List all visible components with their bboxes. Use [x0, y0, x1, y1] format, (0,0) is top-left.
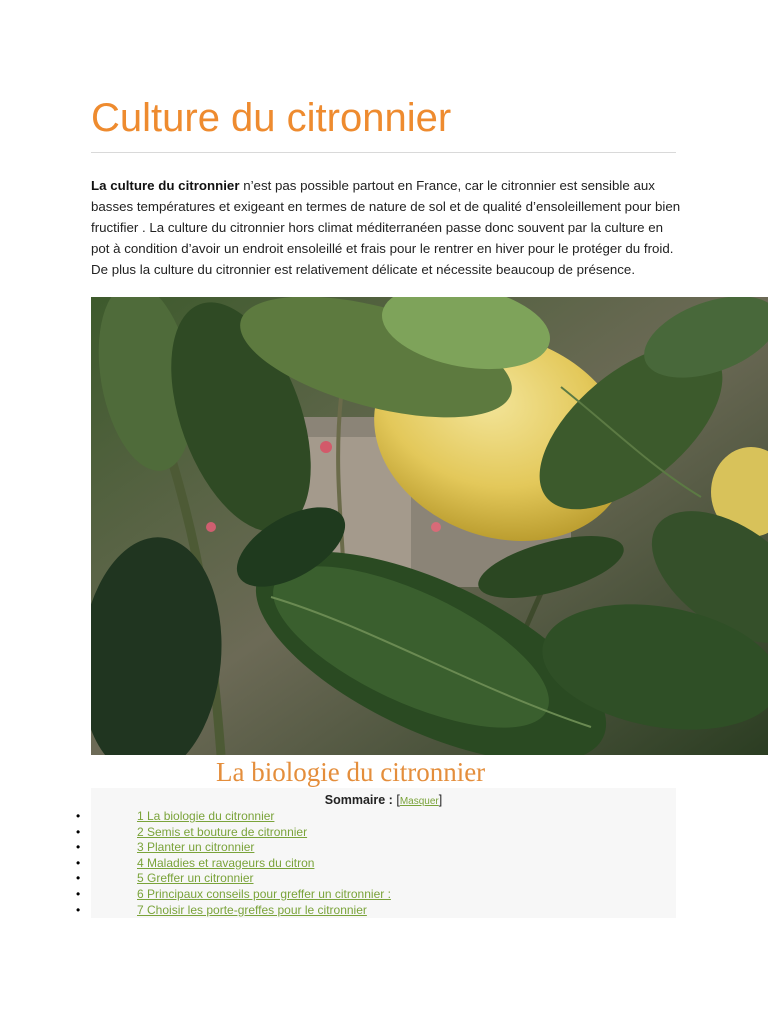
bullet-icon: •: [76, 824, 81, 839]
toc-hide-link[interactable]: Masquer: [399, 796, 439, 807]
intro-body-text: n’est pas possible partout en France, car le citronnier est sensible aux basses températures et exigeant en termes de nature de sol et de qualité d’ensoleillement pour bien fructifier . La culture du citronnier hors climat méditerranéen passe donc souvent par la culture en pot à condition d’avoir un endroit ensoleillé et frais pour le rentrer en hiver pour le protéger du froid. De plus la culture du citronnier est relativement délicate et nécessite beaucoup de présence.: [91, 178, 681, 277]
page-title: Culture du citronnier: [91, 96, 452, 140]
bullet-icon: •: [76, 902, 81, 917]
toc-bracket-close: ]: [438, 793, 443, 807]
intro-paragraph: [91, 175, 681, 280]
toc-label: Sommaire :: [324, 793, 393, 807]
toc-header: [91, 793, 676, 807]
table-of-contents: [76, 788, 676, 918]
section-heading: La biologie du citronnier: [216, 757, 486, 787]
title-divider: [91, 152, 676, 153]
toc-link-semis[interactable]: 2 Semis et bouture de citronnier: [137, 824, 308, 839]
toc-link-porte-greffes[interactable]: 7 Choisir les porte-greffes pour le citronnier: [137, 902, 367, 917]
lemon-tree-photo: [91, 297, 768, 755]
toc-link-greffer[interactable]: 5 Greffer un citronnier: [137, 871, 254, 886]
toc-link-maladies[interactable]: 4 Maladies et ravageurs du citron: [137, 855, 315, 870]
bullet-icon: •: [76, 855, 81, 870]
toc-link-biologie[interactable]: 1 La biologie du citronnier: [137, 809, 275, 823]
intro-bold-text: La culture du citronnier: [91, 178, 240, 193]
toc-bracket-open: [: [396, 793, 400, 807]
bullet-icon: •: [76, 886, 81, 901]
bullet-icon: •: [76, 840, 81, 855]
toc-link-conseils[interactable]: 6 Principaux conseils pour greffer un citronnier :: [137, 886, 391, 901]
bullet-icon: •: [76, 809, 81, 823]
toc-link-planter[interactable]: 3 Planter un citronnier: [137, 840, 255, 855]
bullet-icon: •: [76, 871, 81, 886]
